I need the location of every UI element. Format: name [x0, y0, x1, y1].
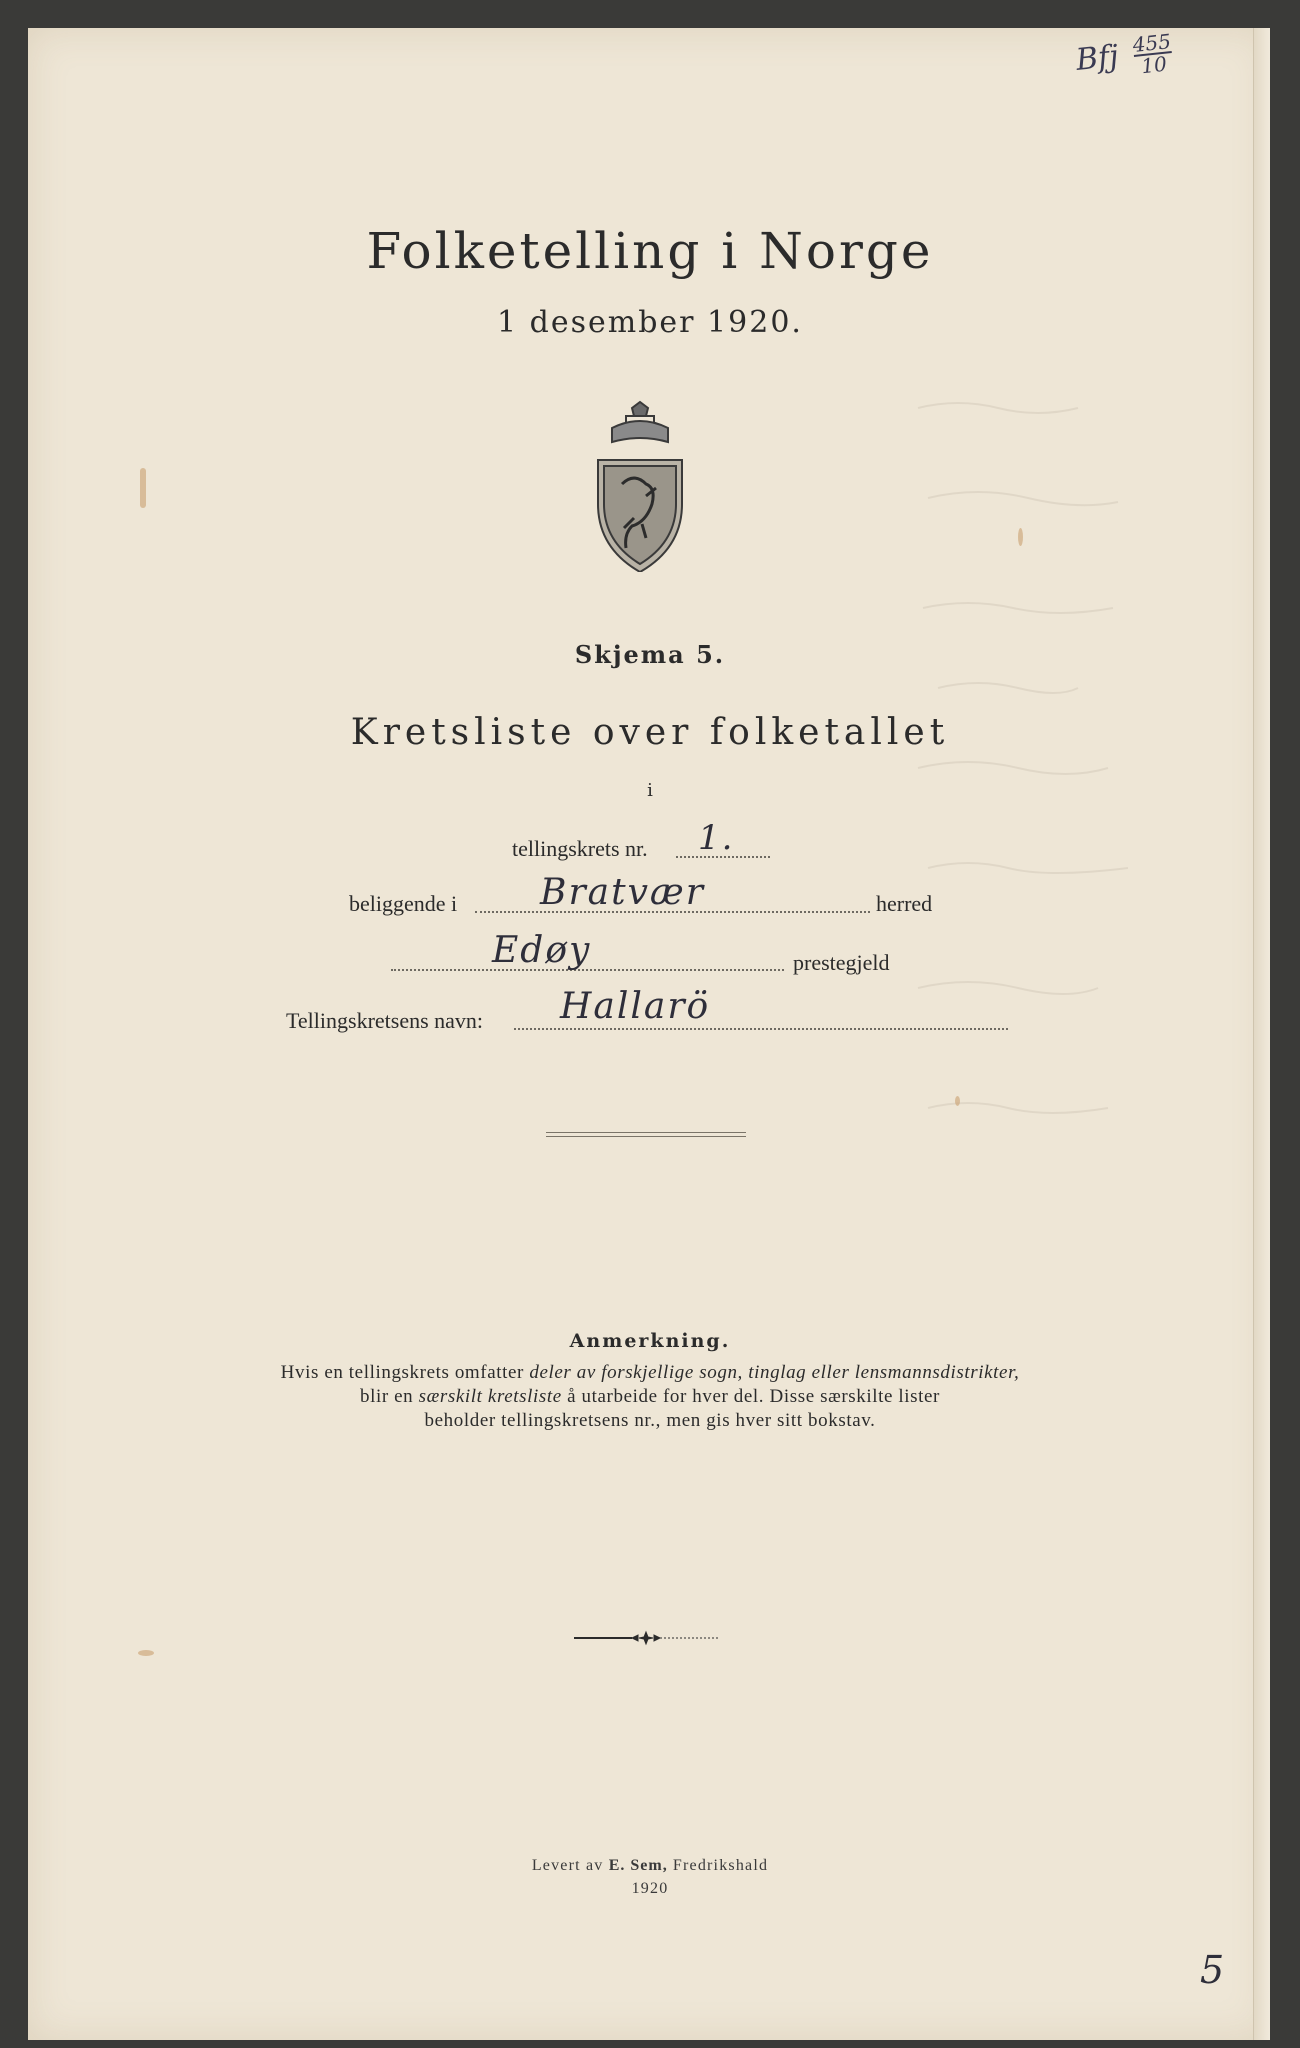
note-text: blir en: [360, 1386, 419, 1407]
district-name-value: Hallarö: [560, 986, 711, 1027]
page-number-mark: 5: [1200, 1948, 1225, 1992]
district-name-label: Tellingskretsens navn:: [286, 1008, 484, 1033]
municipality-suffix: herred: [876, 891, 933, 916]
catalog-numerator: 455: [1131, 29, 1173, 57]
district-number-label: tellingskrets nr.: [512, 836, 648, 861]
printer-year: 1920: [631, 1880, 669, 1897]
printer-name: E. Sem,: [608, 1857, 668, 1874]
separator-rule: [546, 1132, 746, 1133]
note-heading: Anmerkning.: [569, 1330, 731, 1352]
note-line-3: beholder tellingskretsens nr., men gis hver sitt bokstav.: [424, 1410, 876, 1431]
parish-suffix: prestegjeld: [793, 950, 890, 975]
paper-stain: [140, 468, 146, 508]
ornament-divider-icon: [572, 1630, 720, 1646]
parish-value: Edøy: [492, 930, 592, 971]
norway-coat-of-arms-icon: [592, 400, 688, 572]
note-line-1: [0, 1362, 1300, 1384]
census-date: 1 desember 1920.: [497, 305, 803, 340]
page-title: Folketelling i Norge: [366, 222, 934, 280]
note-text: å utarbeide for hver del. Disse særskilte lister: [561, 1386, 940, 1407]
catalog-fraction: [1132, 31, 1174, 77]
catalog-mark: [1074, 31, 1174, 83]
municipality-value: Bratvær: [540, 872, 705, 913]
district-name-line: [514, 1028, 1008, 1030]
schema-label: Skjema 5.: [574, 640, 726, 669]
paper-stain: [955, 1096, 960, 1106]
connector-word: i: [647, 780, 653, 801]
paper-stain: [138, 1650, 154, 1656]
catalog-denominator: 10: [1140, 51, 1168, 79]
district-number-value: 1.: [698, 818, 735, 858]
note-line-2: [0, 1386, 1300, 1408]
note-emphasis: deler av forskjellige sogn, tinglag eller lensmannsdistrikter,: [529, 1362, 1020, 1383]
printer-credit: [0, 1857, 1300, 1875]
separator-rule: [546, 1136, 746, 1137]
printer-place: Fredrikshald: [667, 1857, 769, 1874]
note-emphasis: særskilt kretsliste: [418, 1386, 562, 1407]
note-text: Hvis en tellingskrets omfatter: [280, 1362, 530, 1383]
municipality-prefix: beliggende i: [349, 891, 458, 916]
printer-prefix: Levert av: [531, 1857, 609, 1874]
paper-stain: [1018, 528, 1023, 546]
form-subtitle: Kretsliste over folketallet: [350, 712, 950, 753]
catalog-prefix: Bfj: [1074, 38, 1121, 78]
